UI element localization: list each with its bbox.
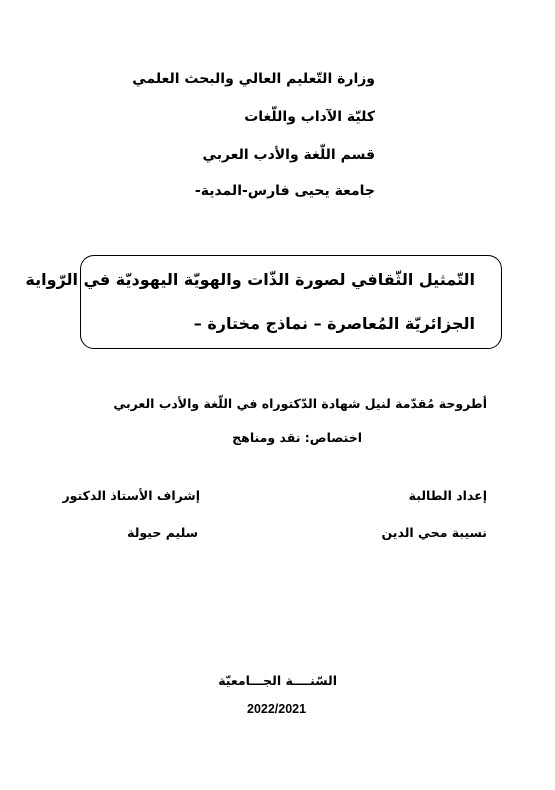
supervisor-label: إشراف الأستاذ الدكتور <box>62 488 200 503</box>
ministry-name: وزارة التّعليم العالي والبحث العلمي <box>132 71 375 87</box>
university-name: جامعة يحيى فارس-المدية- <box>194 183 375 199</box>
thesis-title-line-1: التّمثيل الثّقافي لصورة الذّات والهويّة اليهوديّة في الرّواية <box>25 270 475 289</box>
student-name: نسيبة محي الدين <box>381 525 487 540</box>
faculty-name: كليّة الآداب واللّغات <box>244 109 375 125</box>
specialization: اختصاص: نقد ومناهج <box>232 430 362 445</box>
academic-year-label: السّنــــة الجـــامعيّة <box>218 673 337 688</box>
department-name: قسم اللّغة والأدب العربي <box>202 147 375 163</box>
thesis-title-line-2: الجزائريّة المُعاصرة – نماذج مختارة – <box>193 314 475 333</box>
thesis-title-box <box>25 255 502 349</box>
supervisor-name: سليم حيولة <box>127 525 198 540</box>
student-label: إعداد الطالبة <box>408 488 487 503</box>
academic-year: 2022/2021 <box>247 702 307 716</box>
thesis-purpose: أطروحة مُقدّمة لنيل شهادة الدّكتوراه في اللّغة والأدب العربي <box>113 396 487 411</box>
